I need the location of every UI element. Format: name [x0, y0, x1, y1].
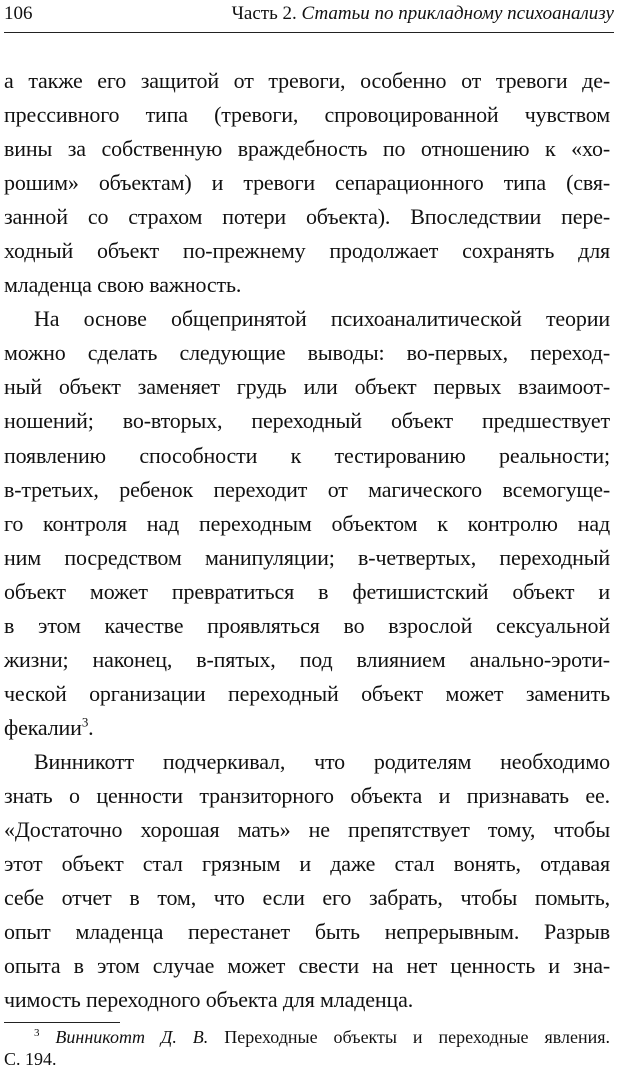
last-line-text: фекалии: [4, 714, 82, 740]
text-line: «Достаточно хорошая мать» не препятствует тому, чтобы: [4, 817, 610, 843]
footnote-reference[interactable]: 3: [81, 714, 89, 730]
footnote-divider: [4, 1022, 120, 1023]
text-line: знать о ценности транзиторного объекта и признавать ее.: [4, 782, 610, 808]
text-line: ним посредством манипуляции; в-четвертых, переходный: [4, 544, 610, 570]
last-line-period: .: [88, 714, 94, 740]
text-line: этот объект стал грязным и даже стал вонять, отдавая: [4, 851, 610, 877]
paragraph-1: [4, 64, 610, 302]
text-line: опыт младенца перестанет быть непрерывным. Разрыв: [4, 919, 610, 945]
text-line: занной со страхом потери объекта). Впоследствии пере-: [4, 204, 610, 230]
text-line: в-третьих, ребенок переходит от магического всемогуще-: [4, 476, 610, 502]
paragraph-2: [4, 302, 610, 745]
text-line: в этом качестве проявляться во взрослой сексуальной: [4, 612, 610, 638]
text-line: ношений; во-вторых, переходный объект предшествует: [4, 408, 610, 434]
footnote-author: Винникотт Д. В.: [55, 1027, 209, 1047]
text-line: прессивного типа (тревоги, спровоцированной чувством: [4, 102, 610, 128]
footnote-title: Переходные объекты и переходные явления.: [224, 1027, 611, 1047]
text-line: можно сделать следующие выводы: во-первых, переход-: [4, 340, 610, 366]
text-line: а также его защитой от тревоги, особенно от тревоги де-: [4, 68, 610, 93]
footnote: [4, 1026, 610, 1070]
part-label: Часть 2.: [231, 3, 297, 24]
text-line: опыта в этом случае может свести на нет ценность и зна-: [4, 953, 610, 979]
page-header: [4, 2, 614, 33]
paragraph-3: [4, 745, 610, 1017]
text-line: рошим» объектам) и тревоги сепарационного типа (свя-: [4, 170, 610, 196]
footnote-number: 3: [34, 1027, 40, 1039]
text-line-first: На основе общепринятой психоаналитической теории: [34, 306, 610, 332]
text-line: жизни; наконец, в-пятых, под влиянием анально-эроти-: [4, 646, 610, 672]
footnote-line-first: [4, 1026, 610, 1048]
text-line: ческой организации переходный объект может заменить: [4, 680, 610, 706]
text-line: го контроля над переходным объектом к контролю над: [4, 510, 610, 536]
text-line-last: чимость переходного объекта для младенца.: [4, 987, 414, 1013]
body-text: [4, 64, 610, 1017]
text-line-first: Винникотт подчеркивал, что родителям необходимо: [34, 748, 610, 774]
text-line-last: [4, 711, 610, 745]
part-title: Статьи по прикладному психоанализу: [301, 3, 614, 24]
text-line: объект может превратиться в фетишистский объект и: [4, 578, 610, 604]
text-line: появлению способности к тестированию реальности;: [4, 442, 610, 468]
text-line: себе отчет в том, что если его забрать, чтобы помыть,: [4, 885, 610, 911]
footnote-page: С. 194.: [4, 1049, 57, 1069]
text-line: вины за собственную враждебность по отношению к «хо-: [4, 136, 610, 162]
text-line: ходный объект по-прежнему продолжает сохранять для: [4, 238, 610, 264]
running-head: [232, 3, 614, 25]
page-number: 106: [4, 3, 33, 24]
text-line-last: младенца свою важность.: [4, 272, 242, 298]
text-line: ный объект заменяет грудь или объект первых взаимоот-: [4, 374, 610, 400]
